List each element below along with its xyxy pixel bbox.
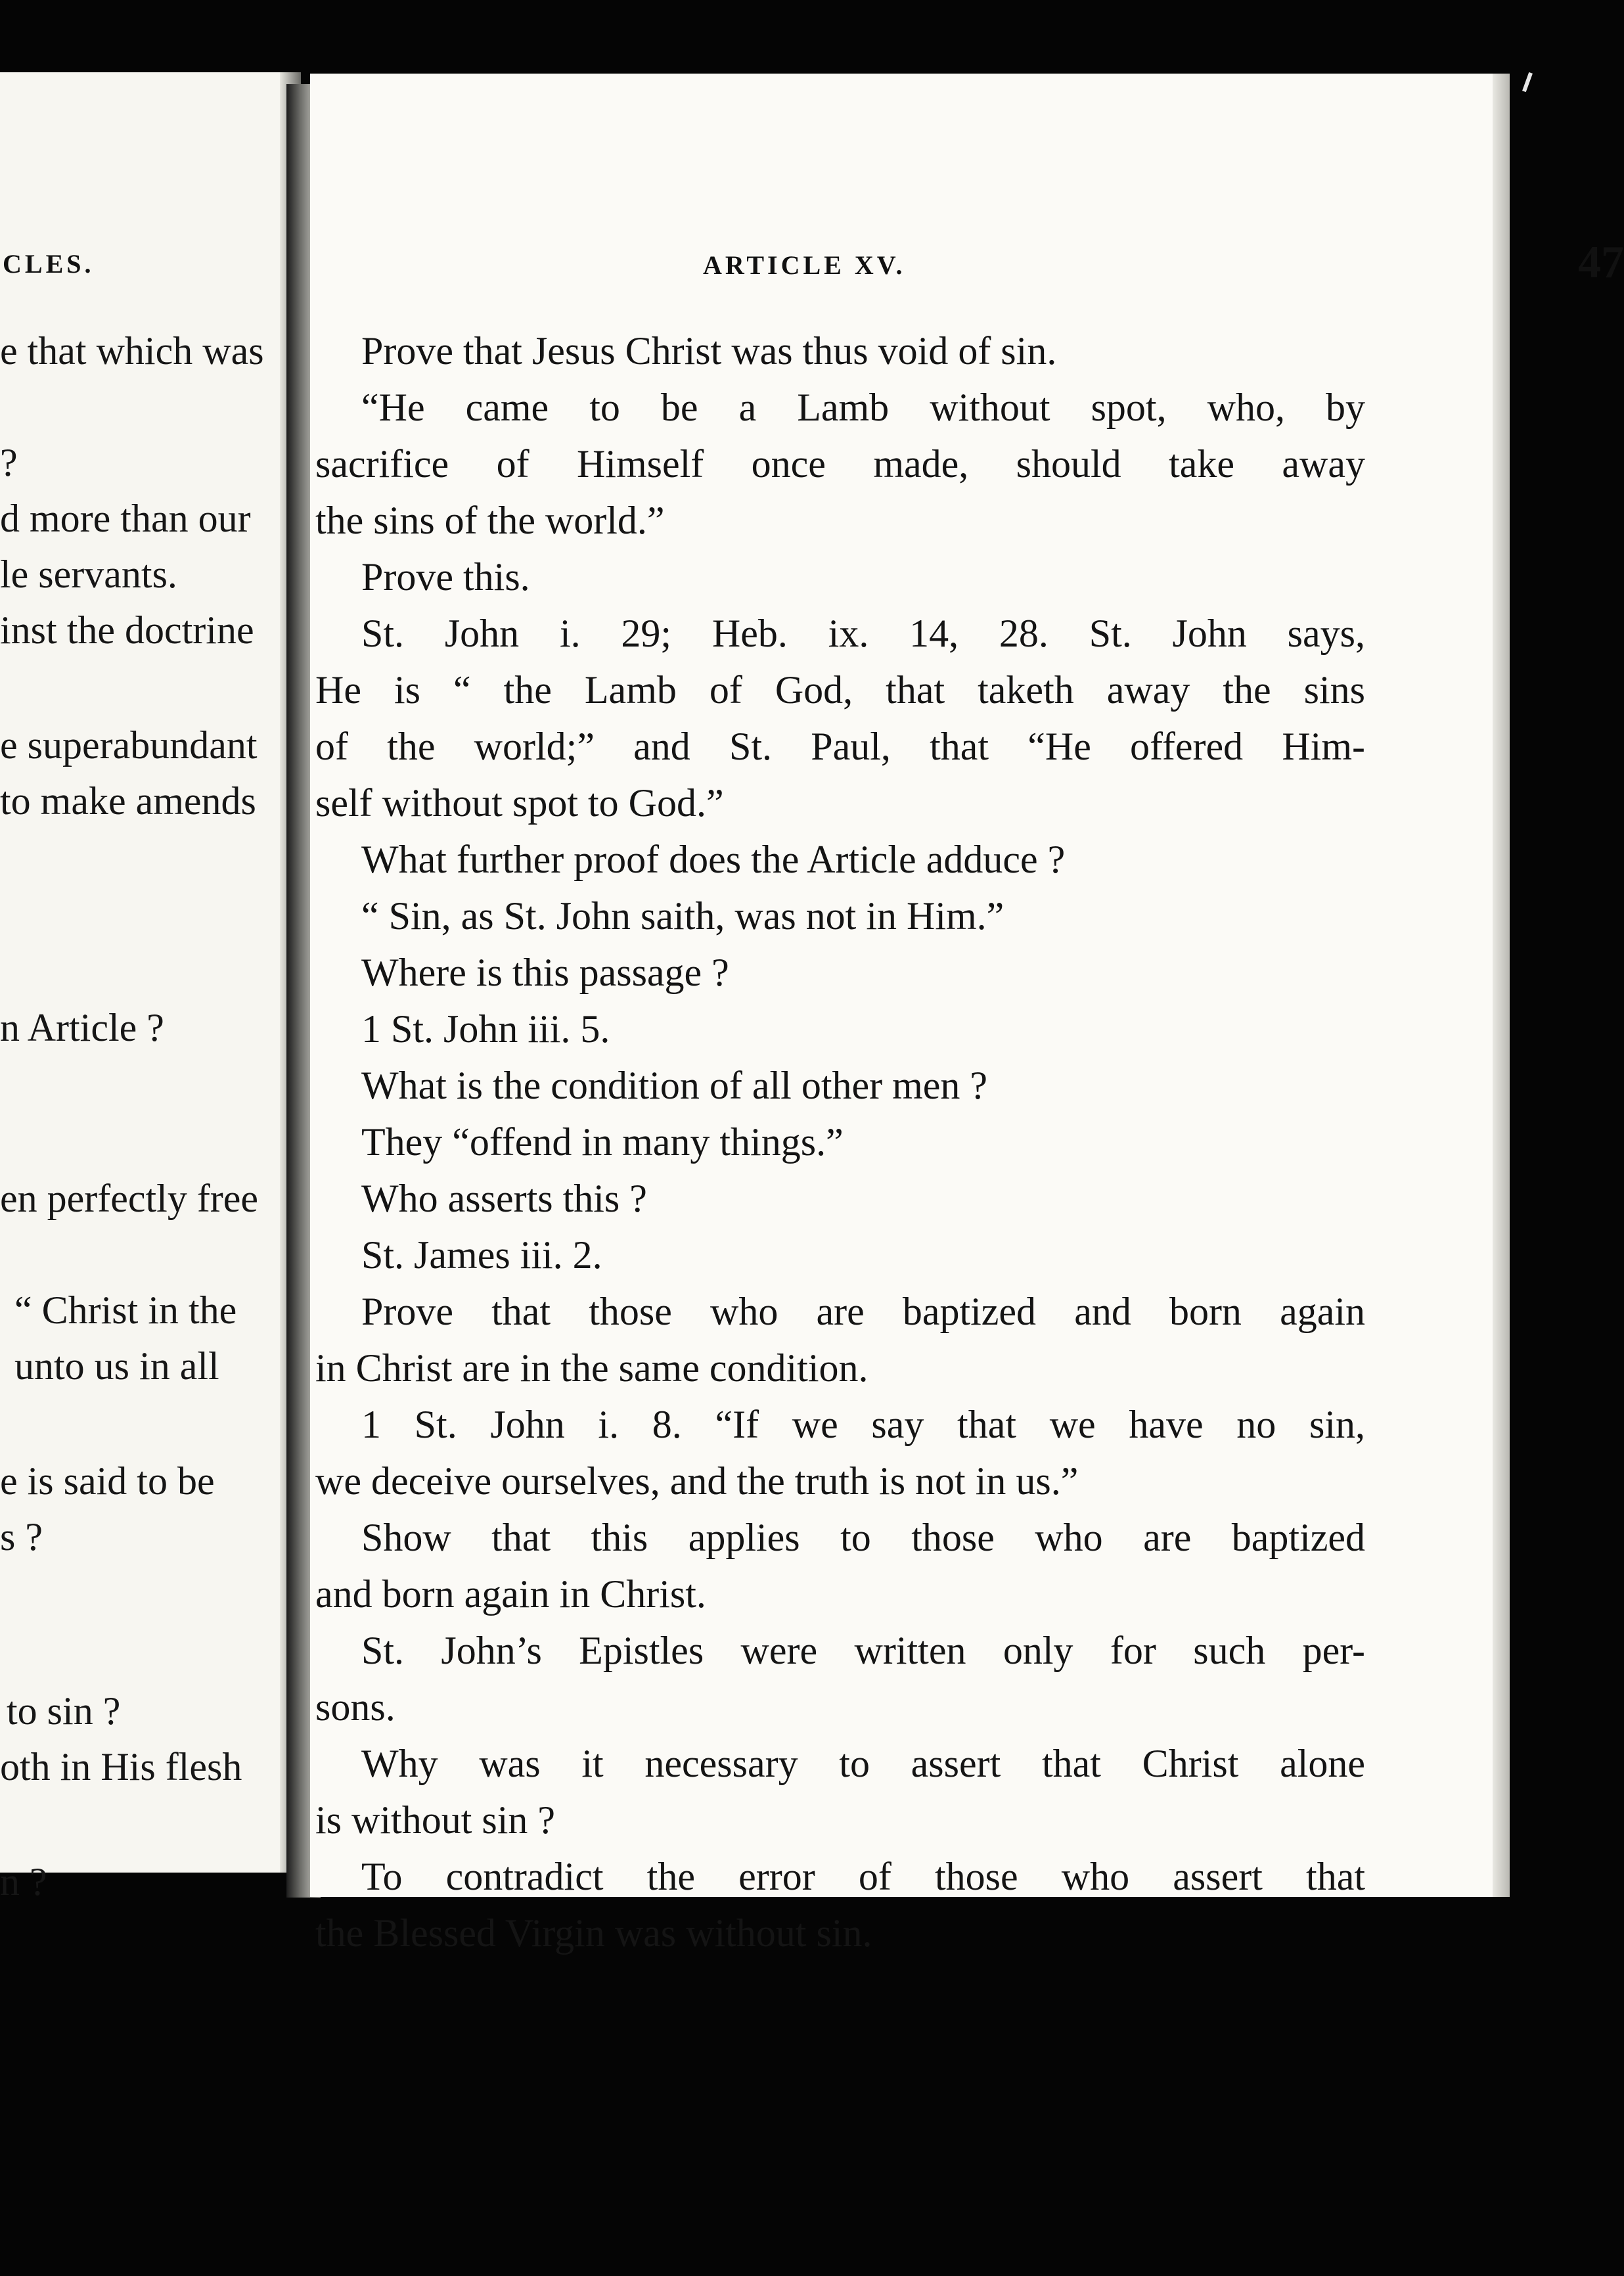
text-line: is without sin ?: [315, 1798, 556, 1842]
left-line: ?: [0, 441, 18, 484]
left-line: inst the doctrine: [0, 608, 254, 652]
text-line: sons.: [315, 1685, 395, 1729]
text-line: He is “ the Lamb of God, that taketh away the sins: [315, 668, 1365, 712]
left-line: to make amends: [0, 779, 256, 823]
text-line: 1 St. John i. 8. “If we say that we have no sin,: [361, 1403, 1365, 1446]
running-head: ARTICLE XV.: [703, 250, 906, 280]
text-line: What is the condition of all other men ?: [361, 1064, 988, 1107]
text-line: “He came to be a Lamb without spot, who, by: [361, 386, 1365, 429]
text-line: What further proof does the Article adduce ?: [361, 838, 1066, 881]
text-line: 1 St. John iii. 5.: [361, 1007, 610, 1051]
left-page: [0, 72, 297, 1903]
text-line: and born again in Christ.: [315, 1572, 706, 1616]
text-line: the Blessed Virgin was without sin.: [315, 1911, 872, 1955]
text-line: St. John’s Epistles were written only for such per-: [361, 1629, 1365, 1672]
left-line: n ?: [0, 1860, 47, 1903]
left-line: oth in His flesh: [0, 1745, 242, 1788]
left-line: e that which was: [0, 329, 264, 373]
left-line: to sin ?: [7, 1689, 121, 1733]
right-page: [310, 74, 1624, 1955]
text-line: we deceive ourselves, and the truth is not in us.”: [315, 1459, 1079, 1503]
text-line: “ Sin, as St. John saith, was not in Him.”: [361, 894, 1004, 938]
text-line: Show that this applies to those who are baptized: [361, 1516, 1365, 1559]
left-line: s ?: [0, 1515, 43, 1559]
scan-mark: [1522, 72, 1533, 92]
left-line: en perfectly free: [0, 1177, 259, 1220]
left-line: unto us in all: [14, 1344, 219, 1388]
left-line: e is said to be: [0, 1459, 215, 1503]
left-line: d more than our: [0, 497, 251, 540]
text-line: self without spot to God.”: [315, 781, 724, 825]
text-line: To contradict the error of those who assert that: [361, 1855, 1365, 1898]
text-line: of the world;” and St. Paul, that “He offered Him-: [315, 725, 1365, 768]
text-line: in Christ are in the same condition.: [315, 1346, 868, 1390]
left-line: “ Christ in the: [14, 1288, 237, 1332]
text-line: Prove that Jesus Christ was thus void of sin.: [361, 329, 1057, 373]
text-line: Prove that those who are baptized and born again: [361, 1290, 1365, 1333]
text-line: Prove this.: [361, 555, 530, 599]
left-line: e superabundant: [0, 723, 258, 767]
text-line: the sins of the world.”: [315, 499, 665, 542]
page-edge-shadow: [1493, 74, 1510, 1897]
text-line: They “offend in many things.”: [361, 1120, 844, 1164]
left-running-head: CLES.: [3, 249, 95, 279]
left-line: n Article ?: [0, 1006, 164, 1049]
page-number: 47: [1578, 237, 1624, 288]
left-line: le servants.: [0, 553, 177, 596]
text-line: St. John i. 29; Heb. ix. 14, 28. St. John says,: [361, 612, 1365, 655]
text-line: Where is this passage ?: [361, 951, 729, 994]
text-line: St. James iii. 2.: [361, 1233, 602, 1277]
text-line: Who asserts this ?: [361, 1177, 647, 1220]
text-line: sacrifice of Himself once made, should take away: [315, 442, 1365, 486]
text-line: Why was it necessary to assert that Christ alone: [361, 1742, 1365, 1785]
